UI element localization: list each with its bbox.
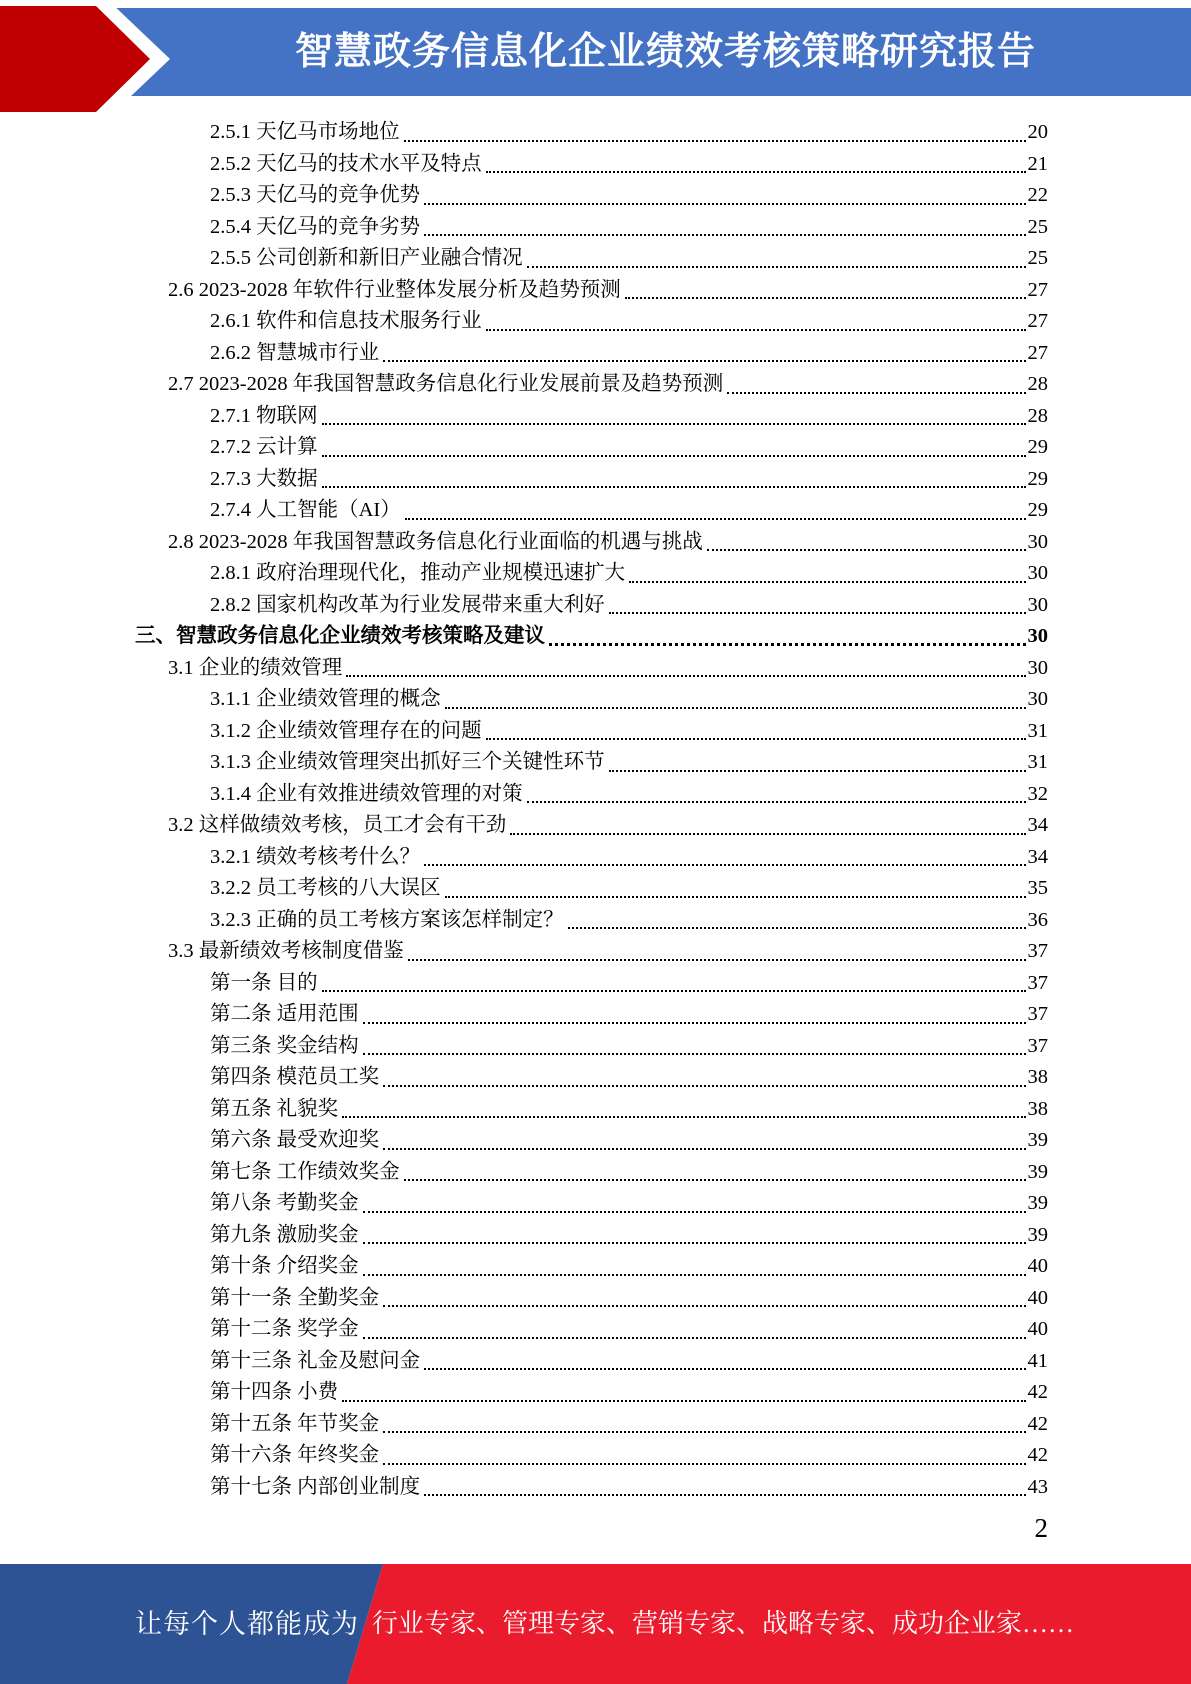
toc-entry[interactable]	[135, 936, 1048, 968]
dot-leader	[322, 423, 1026, 425]
toc-entry-label: 3.2.2 员工考核的八大误区	[210, 877, 441, 899]
toc-entry-page-number: 31	[1027, 719, 1048, 742]
toc-entry-label: 第二条 适用范围	[210, 1003, 359, 1025]
toc-entry-page-number: 30	[1027, 593, 1048, 616]
dot-leader	[383, 360, 1025, 362]
toc-entry[interactable]	[135, 558, 1048, 590]
dot-leader	[486, 738, 1026, 740]
toc-entry[interactable]	[135, 1440, 1048, 1472]
dot-leader	[549, 643, 1026, 646]
toc-entry-page-number: 32	[1027, 782, 1048, 805]
toc-entry-label: 第五条 礼貌奖	[210, 1097, 339, 1120]
toc-entry-label: 第十六条 年终奖金	[210, 1444, 380, 1466]
toc-entry-page-number: 40	[1027, 1318, 1048, 1340]
dot-leader	[510, 833, 1025, 835]
toc-entry-page-number: 25	[1027, 215, 1048, 238]
dot-leader	[363, 1274, 1026, 1276]
toc-entry-label: 2.8 2023-2028 年我国智慧政务信息化行业面临的机遇与挑战	[168, 530, 703, 553]
toc-entry[interactable]	[135, 621, 1048, 653]
dot-leader	[609, 770, 1026, 772]
toc-entry-page-number: 30	[1027, 530, 1048, 553]
toc-entry[interactable]	[135, 905, 1048, 937]
dot-leader	[445, 896, 1026, 898]
toc-entry[interactable]	[135, 1314, 1048, 1346]
toc-entry[interactable]	[135, 275, 1048, 307]
toc-entry-label: 第十四条 小费	[210, 1381, 339, 1403]
toc-entry-label: 3.1.2 企业绩效管理存在的问题	[210, 719, 482, 742]
toc-entry-label: 2.7.3 大数据	[210, 467, 318, 490]
toc-entry[interactable]	[135, 401, 1048, 433]
dot-leader	[383, 1463, 1025, 1465]
toc-entry[interactable]	[135, 1251, 1048, 1283]
toc-entry-page-number: 21	[1027, 152, 1048, 175]
toc-entry[interactable]	[135, 180, 1048, 212]
toc-entry-page-number: 37	[1027, 1034, 1048, 1057]
dot-leader	[629, 581, 1025, 583]
toc-entry-label: 第十七条 内部创业制度	[210, 1475, 421, 1498]
toc-entry-label: 三、智慧政务信息化企业绩效考核策略及建议	[135, 625, 545, 647]
toc-entry-label: 3.1.3 企业绩效管理突出抓好三个关键性环节	[210, 751, 605, 773]
toc-entry[interactable]	[135, 306, 1048, 338]
toc-entry-page-number: 38	[1027, 1097, 1048, 1120]
toc-entry-label: 第一条 目的	[210, 971, 318, 994]
dot-leader	[404, 140, 1026, 142]
toc-entry-label: 第十二条 奖学金	[210, 1318, 359, 1340]
dot-leader	[424, 203, 1025, 205]
toc-entry-page-number: 42	[1027, 1444, 1048, 1466]
dot-leader	[424, 234, 1025, 236]
dot-leader	[609, 612, 1026, 614]
toc-entry-label: 第十三条 礼金及慰问金	[210, 1349, 421, 1372]
toc-entry-page-number: 30	[1027, 656, 1048, 679]
toc-entry-page-number: 27	[1027, 310, 1048, 332]
dot-leader	[363, 1242, 1026, 1244]
toc-entry-page-number: 22	[1027, 184, 1048, 206]
toc-entry[interactable]	[135, 243, 1048, 275]
toc-entry[interactable]	[135, 999, 1048, 1031]
dot-leader	[408, 959, 1026, 961]
toc-entry[interactable]	[135, 149, 1048, 181]
dot-leader	[486, 329, 1026, 331]
dot-leader	[363, 1337, 1026, 1339]
dot-leader	[404, 1179, 1026, 1181]
toc-entry-label: 第四条 模范员工奖	[210, 1066, 380, 1088]
toc-entry-label: 2.7.4 人工智能（AI）	[210, 499, 401, 521]
report-title: 智慧政务信息化企业绩效考核策略研究报告	[294, 31, 1036, 73]
toc-entry-page-number: 37	[1027, 1003, 1048, 1025]
footer-slogan-left: 让每个人都能成为	[135, 1609, 359, 1639]
toc-entry-page-number: 29	[1027, 499, 1048, 521]
toc-entry-label: 2.5.5 公司创新和新旧产业融合情况	[210, 247, 523, 269]
dot-leader	[322, 455, 1026, 457]
dot-leader	[342, 1116, 1025, 1118]
toc-entry[interactable]	[135, 1062, 1048, 1094]
toc-entry[interactable]	[135, 590, 1048, 622]
toc-entry-page-number: 36	[1027, 908, 1048, 931]
toc-entry[interactable]	[135, 117, 1048, 149]
toc-entry-page-number: 29	[1027, 436, 1048, 458]
toc-entry-page-number: 42	[1027, 1381, 1048, 1403]
toc-entry-page-number: 41	[1027, 1349, 1048, 1372]
toc-entry-page-number: 38	[1027, 1066, 1048, 1088]
dot-leader	[363, 1053, 1026, 1055]
toc-entry[interactable]	[135, 873, 1048, 905]
toc-entry-page-number: 42	[1027, 1412, 1048, 1435]
toc-entry-label: 3.3 最新绩效考核制度借鉴	[168, 940, 404, 962]
toc-entry-page-number: 39	[1027, 1160, 1048, 1183]
toc-entry-label: 2.5.1 天亿马市场地位	[210, 121, 400, 143]
toc-entry[interactable]	[135, 653, 1048, 685]
toc-entry[interactable]	[135, 1346, 1048, 1378]
toc-entry-label: 第六条 最受欢迎奖	[210, 1129, 380, 1151]
toc-entry-page-number: 39	[1027, 1192, 1048, 1214]
toc-entry-page-number: 37	[1027, 971, 1048, 994]
toc-entry-page-number: 28	[1027, 373, 1048, 395]
dot-leader	[322, 990, 1026, 992]
table-of-contents	[135, 117, 1048, 1503]
dot-leader	[342, 1400, 1025, 1402]
toc-entry-page-number: 20	[1027, 121, 1048, 143]
toc-entry-label: 2.6.2 智慧城市行业	[210, 341, 380, 364]
toc-entry[interactable]	[135, 684, 1048, 716]
toc-entry-label: 2.7.1 物联网	[210, 404, 318, 427]
toc-entry-label: 2.5.4 天亿马的竞争劣势	[210, 215, 421, 238]
toc-entry-page-number: 27	[1027, 278, 1048, 301]
toc-entry-label: 2.5.2 天亿马的技术水平及特点	[210, 152, 482, 175]
dot-leader	[322, 486, 1026, 488]
toc-entry[interactable]	[135, 432, 1048, 464]
dot-leader	[424, 1368, 1025, 1370]
dot-leader	[346, 675, 1025, 677]
dot-leader	[363, 1211, 1026, 1213]
toc-entry-page-number: 30	[1027, 562, 1048, 584]
toc-entry-label: 2.8.1 政府治理现代化，推动产业规模迅速扩大	[210, 562, 626, 584]
toc-entry-label: 第十五条 年节奖金	[210, 1412, 380, 1435]
toc-entry-label: 3.1 企业的绩效管理	[168, 656, 343, 679]
toc-entry-page-number: 34	[1027, 814, 1048, 836]
toc-entry-label: 第七条 工作绩效奖金	[210, 1160, 400, 1183]
toc-entry[interactable]	[135, 1188, 1048, 1220]
toc-entry-label: 3.2 这样做绩效考核，员工才会有干劲	[168, 814, 507, 836]
toc-entry[interactable]	[135, 464, 1048, 496]
dot-leader	[405, 518, 1026, 520]
report-header	[0, 0, 1191, 118]
toc-entry-label: 第十一条 全勤奖金	[210, 1286, 380, 1309]
toc-entry-label: 3.1.1 企业绩效管理的概念	[210, 688, 441, 710]
toc-entry[interactable]	[135, 747, 1048, 779]
toc-entry-label: 第八条 考勤奖金	[210, 1192, 359, 1214]
toc-entry[interactable]	[135, 212, 1048, 244]
dot-leader	[363, 1022, 1026, 1024]
toc-entry[interactable]	[135, 968, 1048, 1000]
dot-leader	[625, 297, 1026, 299]
toc-entry[interactable]	[135, 1472, 1048, 1504]
toc-entry-page-number: 25	[1027, 247, 1048, 269]
toc-entry-page-number: 39	[1027, 1129, 1048, 1151]
dot-leader	[527, 266, 1026, 268]
toc-entry[interactable]	[135, 1377, 1048, 1409]
page-number: 2	[1034, 1513, 1048, 1543]
toc-entry-label: 2.5.3 天亿马的竞争优势	[210, 184, 421, 206]
toc-entry[interactable]	[135, 495, 1048, 527]
dot-leader	[527, 801, 1026, 803]
footer-slogan-right: 行业专家、管理专家、营销专家、战略专家、成功企业家……	[372, 1609, 1075, 1638]
toc-entry-label: 2.8.2 国家机构改革为行业发展带来重大利好	[210, 593, 605, 616]
toc-entry-label: 2.7.2 云计算	[210, 436, 318, 458]
toc-entry[interactable]	[135, 338, 1048, 370]
dot-leader	[707, 549, 1026, 551]
toc-entry-page-number: 34	[1027, 845, 1048, 868]
dot-leader	[383, 1148, 1025, 1150]
toc-entry[interactable]	[135, 1220, 1048, 1252]
toc-entry-label: 第九条 激励奖金	[210, 1223, 359, 1246]
toc-entry[interactable]	[135, 842, 1048, 874]
dot-leader	[568, 927, 1026, 929]
toc-entry-label: 3.2.3 正确的员工考核方案该怎样制定？	[210, 908, 564, 931]
toc-entry-page-number: 37	[1027, 940, 1048, 962]
dot-leader	[727, 392, 1025, 394]
toc-entry[interactable]	[135, 1283, 1048, 1315]
dot-leader	[383, 1085, 1025, 1087]
toc-entry-page-number: 39	[1027, 1223, 1048, 1246]
toc-entry-page-number: 27	[1027, 341, 1048, 364]
toc-entry[interactable]	[135, 716, 1048, 748]
toc-entry-page-number: 43	[1027, 1475, 1048, 1498]
toc-entry[interactable]	[135, 779, 1048, 811]
toc-entry-page-number: 30	[1027, 625, 1048, 647]
toc-entry-label: 3.2.1 绩效考核考什么？	[210, 845, 421, 868]
page-footer-banner	[0, 1564, 1191, 1684]
toc-entry-page-number: 35	[1027, 877, 1048, 899]
toc-entry-page-number: 40	[1027, 1286, 1048, 1309]
dot-leader	[383, 1431, 1025, 1433]
toc-entry-label: 第十条 介绍奖金	[210, 1255, 359, 1277]
toc-entry[interactable]	[135, 1409, 1048, 1441]
dot-leader	[424, 864, 1025, 866]
toc-entry-label: 2.7 2023-2028 年我国智慧政务信息化行业发展前景及趋势预测	[168, 373, 724, 395]
toc-entry-page-number: 30	[1027, 688, 1048, 710]
toc-entry-page-number: 29	[1027, 467, 1048, 490]
toc-entry-page-number: 28	[1027, 404, 1048, 427]
dot-leader	[424, 1494, 1025, 1496]
toc-entry-label: 3.1.4 企业有效推进绩效管理的对策	[210, 782, 523, 805]
toc-entry[interactable]	[135, 527, 1048, 559]
dot-leader	[486, 171, 1026, 173]
toc-entry[interactable]	[135, 810, 1048, 842]
dot-leader	[383, 1305, 1025, 1307]
toc-entry[interactable]	[135, 1157, 1048, 1189]
toc-entry-label: 2.6.1 软件和信息技术服务行业	[210, 310, 482, 332]
toc-entry[interactable]	[135, 1094, 1048, 1126]
toc-entry[interactable]	[135, 369, 1048, 401]
toc-entry-page-number: 40	[1027, 1255, 1048, 1277]
toc-entry-label: 2.6 2023-2028 年软件行业整体发展分析及趋势预测	[168, 278, 621, 301]
toc-entry-label: 第三条 奖金结构	[210, 1034, 359, 1057]
toc-entry-page-number: 31	[1027, 751, 1048, 773]
toc-entry[interactable]	[135, 1125, 1048, 1157]
dot-leader	[445, 707, 1026, 709]
toc-entry[interactable]	[135, 1031, 1048, 1063]
